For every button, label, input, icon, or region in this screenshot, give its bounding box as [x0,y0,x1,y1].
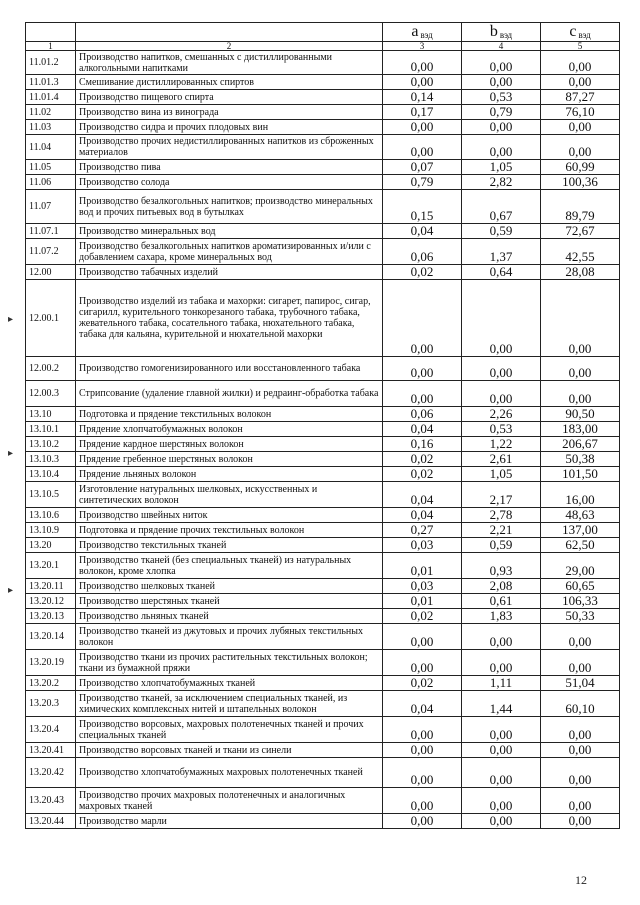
row-name: Производство хлопчатобумажных махровых полотенечных тканей [76,758,383,788]
header-col-b-sub: вэд [499,30,513,40]
row-code: 13.20.19 [26,650,76,676]
table-row [26,609,620,624]
row-value-a: 0,04 [383,224,462,239]
row-value-c: 106,33 [541,594,620,609]
row-value-b: 2,21 [462,523,541,538]
row-value-a: 0,04 [383,422,462,437]
row-value-c: 0,00 [541,624,620,650]
row-value-c: 50,38 [541,452,620,467]
row-value-b: 0,79 [462,105,541,120]
row-value-a: 0,04 [383,691,462,717]
row-value-c: 0,00 [541,51,620,75]
row-value-a: 0,01 [383,594,462,609]
row-name: Производство тканей, за исключением специальных тканей, из химических комплексных нитей и штапельных волокон [76,691,383,717]
row-value-c: 0,00 [541,381,620,407]
row-value-c: 0,00 [541,280,620,357]
row-name: Производство прочих недистиллированных напитков из сброженных материалов [76,135,383,160]
row-value-a: 0,16 [383,437,462,452]
row-value-c: 16,00 [541,482,620,508]
scan-mark: ▸ [8,585,14,596]
row-value-a: 0,02 [383,265,462,280]
row-value-b: 0,93 [462,553,541,579]
index-cell: 1 [26,42,76,51]
table-row [26,650,620,676]
row-value-a: 0,27 [383,523,462,538]
row-value-c: 48,63 [541,508,620,523]
header-col-c [541,23,620,42]
row-value-a: 0,06 [383,407,462,422]
row-code: 11.05 [26,160,76,175]
row-code: 13.20.12 [26,594,76,609]
row-name: Производство тканей (без специальных тканей) из натуральных волокон, кроме хлопка [76,553,383,579]
row-value-b: 0,00 [462,743,541,758]
row-value-a: 0,03 [383,538,462,553]
row-code: 11.02 [26,105,76,120]
row-name: Подготовка и прядение текстильных волокон [76,407,383,422]
row-code: 13.10.2 [26,437,76,452]
row-code: 13.20.43 [26,788,76,814]
table-row [26,160,620,175]
index-cell: 5 [541,42,620,51]
row-value-b: 0,00 [462,357,541,381]
row-value-b: 1,37 [462,239,541,265]
row-name: Производство безалкогольных напитков; производство минеральных вод и прочих питьевых вод в бутылках [76,190,383,224]
row-value-a: 0,02 [383,452,462,467]
row-value-c: 60,99 [541,160,620,175]
row-value-b: 0,00 [462,788,541,814]
row-value-b: 1,83 [462,609,541,624]
table-row [26,814,620,829]
row-name: Производство ворсовых, махровых полотенечных тканей и прочих специальных тканей [76,717,383,743]
row-name: Производство безалкогольных напитков ароматизированных и/или с добавлением сахара, кроме минеральных вод [76,239,383,265]
row-code: 11.07.1 [26,224,76,239]
index-cell: 3 [383,42,462,51]
table-row [26,437,620,452]
row-value-c: 60,65 [541,579,620,594]
row-value-b: 1,05 [462,160,541,175]
row-value-b: 1,44 [462,691,541,717]
row-code: 11.01.3 [26,75,76,90]
row-value-c: 62,50 [541,538,620,553]
row-code: 11.07.2 [26,239,76,265]
row-value-c: 183,00 [541,422,620,437]
table-row [26,538,620,553]
header-name [76,23,383,42]
table-row [26,135,620,160]
row-name: Производство пищевого спирта [76,90,383,105]
row-name: Производство напитков, смешанных с дистиллированными алкогольными напитками [76,51,383,75]
row-value-c: 0,00 [541,120,620,135]
row-value-c: 0,00 [541,75,620,90]
row-name: Производство ткани из прочих растительных текстильных волокон; ткани из бумажной пряжи [76,650,383,676]
header-col-c-sub: вэд [578,30,591,40]
row-value-c: 0,00 [541,758,620,788]
row-value-b: 1,22 [462,437,541,452]
header-col-b [462,23,541,42]
table-row [26,788,620,814]
row-value-b: 0,00 [462,120,541,135]
header-col-a-sub: вэд [420,30,433,40]
table-row [26,190,620,224]
row-value-a: 0,00 [383,743,462,758]
row-value-b: 0,00 [462,51,541,75]
row-value-b: 0,00 [462,758,541,788]
row-code: 11.04 [26,135,76,160]
row-code: 11.01.4 [26,90,76,105]
row-value-b: 1,05 [462,467,541,482]
row-code: 13.10.9 [26,523,76,538]
row-value-c: 0,00 [541,743,620,758]
row-value-b: 0,53 [462,90,541,105]
row-name: Прядение льняных волокон [76,467,383,482]
row-value-a: 0,79 [383,175,462,190]
row-code: 13.20.1 [26,553,76,579]
row-value-b: 2,08 [462,579,541,594]
row-value-c: 0,00 [541,135,620,160]
row-code: 13.10.5 [26,482,76,508]
row-value-a: 0,06 [383,239,462,265]
row-value-b: 2,26 [462,407,541,422]
index-row [26,42,620,51]
row-value-c: 0,00 [541,788,620,814]
row-name: Производство сидра и прочих плодовых вин [76,120,383,135]
row-value-c: 0,00 [541,650,620,676]
row-value-a: 0,00 [383,75,462,90]
row-value-a: 0,00 [383,650,462,676]
scan-mark: ▸ [8,314,14,325]
row-value-b: 0,00 [462,75,541,90]
page-number: 12 [575,873,587,887]
row-value-b: 0,00 [462,381,541,407]
table-row [26,51,620,75]
row-name: Производство солода [76,175,383,190]
row-value-a: 0,03 [383,579,462,594]
row-code: 11.01.2 [26,51,76,75]
row-code: 13.20.44 [26,814,76,829]
row-value-b: 0,00 [462,280,541,357]
table-row [26,743,620,758]
row-name: Производство изделий из табака и махорки: сигарет, папирос, сигар, сигарилл, курительного тонкорезаного табака, трубочного табака, жевательного табака, сосательного табака, нюхательного табака, табака для кальяна, курительной и нюхательной махорки [76,280,383,357]
row-value-a: 0,17 [383,105,462,120]
row-value-a: 0,04 [383,482,462,508]
table-row [26,758,620,788]
row-value-b: 2,78 [462,508,541,523]
row-value-c: 206,67 [541,437,620,452]
header-code [26,23,76,42]
table-row [26,482,620,508]
row-value-c: 100,36 [541,175,620,190]
row-value-b: 0,61 [462,594,541,609]
row-value-c: 101,50 [541,467,620,482]
row-code: 13.10 [26,407,76,422]
table-row [26,224,620,239]
row-value-c: 29,00 [541,553,620,579]
row-value-b: 0,64 [462,265,541,280]
table-row [26,594,620,609]
table-row [26,717,620,743]
index-cell: 2 [76,42,383,51]
row-code: 13.20.13 [26,609,76,624]
table-row [26,579,620,594]
row-value-a: 0,00 [383,120,462,135]
table-row [26,120,620,135]
table-body [26,51,620,829]
row-name: Производство прочих махровых полотенечных и аналогичных махровых тканей [76,788,383,814]
row-code: 13.20.11 [26,579,76,594]
row-value-c: 87,27 [541,90,620,105]
row-value-c: 60,10 [541,691,620,717]
row-value-b: 0,00 [462,135,541,160]
row-code: 12.00.1 [26,280,76,357]
row-value-b: 2,82 [462,175,541,190]
row-name: Производство ворсовых тканей и ткани из синели [76,743,383,758]
row-name: Производство льняных тканей [76,609,383,624]
row-value-a: 0,01 [383,553,462,579]
table-row [26,90,620,105]
row-name: Стрипсование (удаление главной жилки) и редраинг-обработка табака [76,381,383,407]
header-col-c-label: c [569,23,577,40]
row-name: Производство тканей из джутовых и прочих лубяных текстильных волокон [76,624,383,650]
table-row [26,467,620,482]
row-name: Производство текстильных тканей [76,538,383,553]
row-value-a: 0,00 [383,280,462,357]
table-row [26,422,620,437]
table-row [26,105,620,120]
row-value-a: 0,02 [383,467,462,482]
row-value-c: 0,00 [541,814,620,829]
table-row [26,75,620,90]
row-value-a: 0,00 [383,51,462,75]
row-code: 12.00.2 [26,357,76,381]
table-row [26,357,620,381]
row-value-a: 0,00 [383,381,462,407]
table-row [26,381,620,407]
row-code: 13.20.41 [26,743,76,758]
row-name: Производство вина из винограда [76,105,383,120]
table-row [26,624,620,650]
table-row [26,553,620,579]
row-value-a: 0,02 [383,676,462,691]
row-value-b: 0,00 [462,624,541,650]
row-value-b: 0,00 [462,814,541,829]
table-row [26,523,620,538]
row-value-a: 0,15 [383,190,462,224]
table-row [26,175,620,190]
row-code: 13.20.4 [26,717,76,743]
row-value-a: 0,00 [383,758,462,788]
table-row [26,407,620,422]
row-name: Прядение кардное шерстяных волокон [76,437,383,452]
index-cell: 4 [462,42,541,51]
table-row [26,452,620,467]
row-name: Производство швейных ниток [76,508,383,523]
row-value-c: 89,79 [541,190,620,224]
row-value-a: 0,00 [383,624,462,650]
row-name: Производство шерстяных тканей [76,594,383,609]
row-value-b: 0,59 [462,538,541,553]
row-value-c: 28,08 [541,265,620,280]
row-value-c: 0,00 [541,357,620,381]
table-row [26,676,620,691]
row-value-c: 90,50 [541,407,620,422]
row-value-c: 137,00 [541,523,620,538]
row-value-a: 0,00 [383,814,462,829]
header-row [26,23,620,42]
row-code: 12.00 [26,265,76,280]
row-code: 13.10.3 [26,452,76,467]
row-code: 13.10.6 [26,508,76,523]
row-value-c: 72,67 [541,224,620,239]
row-value-c: 42,55 [541,239,620,265]
table-row [26,239,620,265]
row-value-a: 0,00 [383,788,462,814]
row-code: 13.20.2 [26,676,76,691]
row-value-a: 0,00 [383,357,462,381]
row-value-a: 0,02 [383,609,462,624]
data-table [25,22,620,829]
row-code: 13.10.4 [26,467,76,482]
table-row [26,691,620,717]
row-value-b: 0,53 [462,422,541,437]
row-code: 11.06 [26,175,76,190]
row-value-b: 0,00 [462,717,541,743]
row-name: Производство шелковых тканей [76,579,383,594]
row-name: Производство табачных изделий [76,265,383,280]
row-code: 11.03 [26,120,76,135]
header-col-a [383,23,462,42]
row-value-a: 0,07 [383,160,462,175]
row-name: Производство пива [76,160,383,175]
row-value-a: 0,00 [383,717,462,743]
row-value-c: 51,04 [541,676,620,691]
row-name: Производство минеральных вод [76,224,383,239]
row-name: Производство марли [76,814,383,829]
row-code: 13.20.42 [26,758,76,788]
row-name: Производство хлопчатобумажных тканей [76,676,383,691]
row-code: 11.07 [26,190,76,224]
table-row [26,280,620,357]
row-name: Производство гомогенизированного или восстановленного табака [76,357,383,381]
table-row [26,508,620,523]
row-value-b: 2,17 [462,482,541,508]
row-value-c: 76,10 [541,105,620,120]
row-value-c: 50,33 [541,609,620,624]
row-value-b: 0,00 [462,650,541,676]
row-code: 13.20.3 [26,691,76,717]
header-col-a-label: a [411,23,419,40]
row-code: 13.20.14 [26,624,76,650]
row-name: Изготовление натуральных шелковых, искусственных и синтетических волокон [76,482,383,508]
row-code: 12.00.3 [26,381,76,407]
row-name: Подготовка и прядение прочих текстильных волокон [76,523,383,538]
row-code: 13.20 [26,538,76,553]
row-value-a: 0,14 [383,90,462,105]
row-value-a: 0,00 [383,135,462,160]
row-value-b: 0,59 [462,224,541,239]
header-col-b-label: b [489,23,498,40]
row-value-b: 1,11 [462,676,541,691]
row-value-a: 0,04 [383,508,462,523]
table-row [26,265,620,280]
row-value-b: 2,61 [462,452,541,467]
row-value-c: 0,00 [541,717,620,743]
row-value-b: 0,67 [462,190,541,224]
row-code: 13.10.1 [26,422,76,437]
scan-mark: ▸ [8,448,14,459]
row-name: Прядение хлопчатобумажных волокон [76,422,383,437]
row-name: Смешивание дистиллированных спиртов [76,75,383,90]
row-name: Прядение гребенное шерстяных волокон [76,452,383,467]
